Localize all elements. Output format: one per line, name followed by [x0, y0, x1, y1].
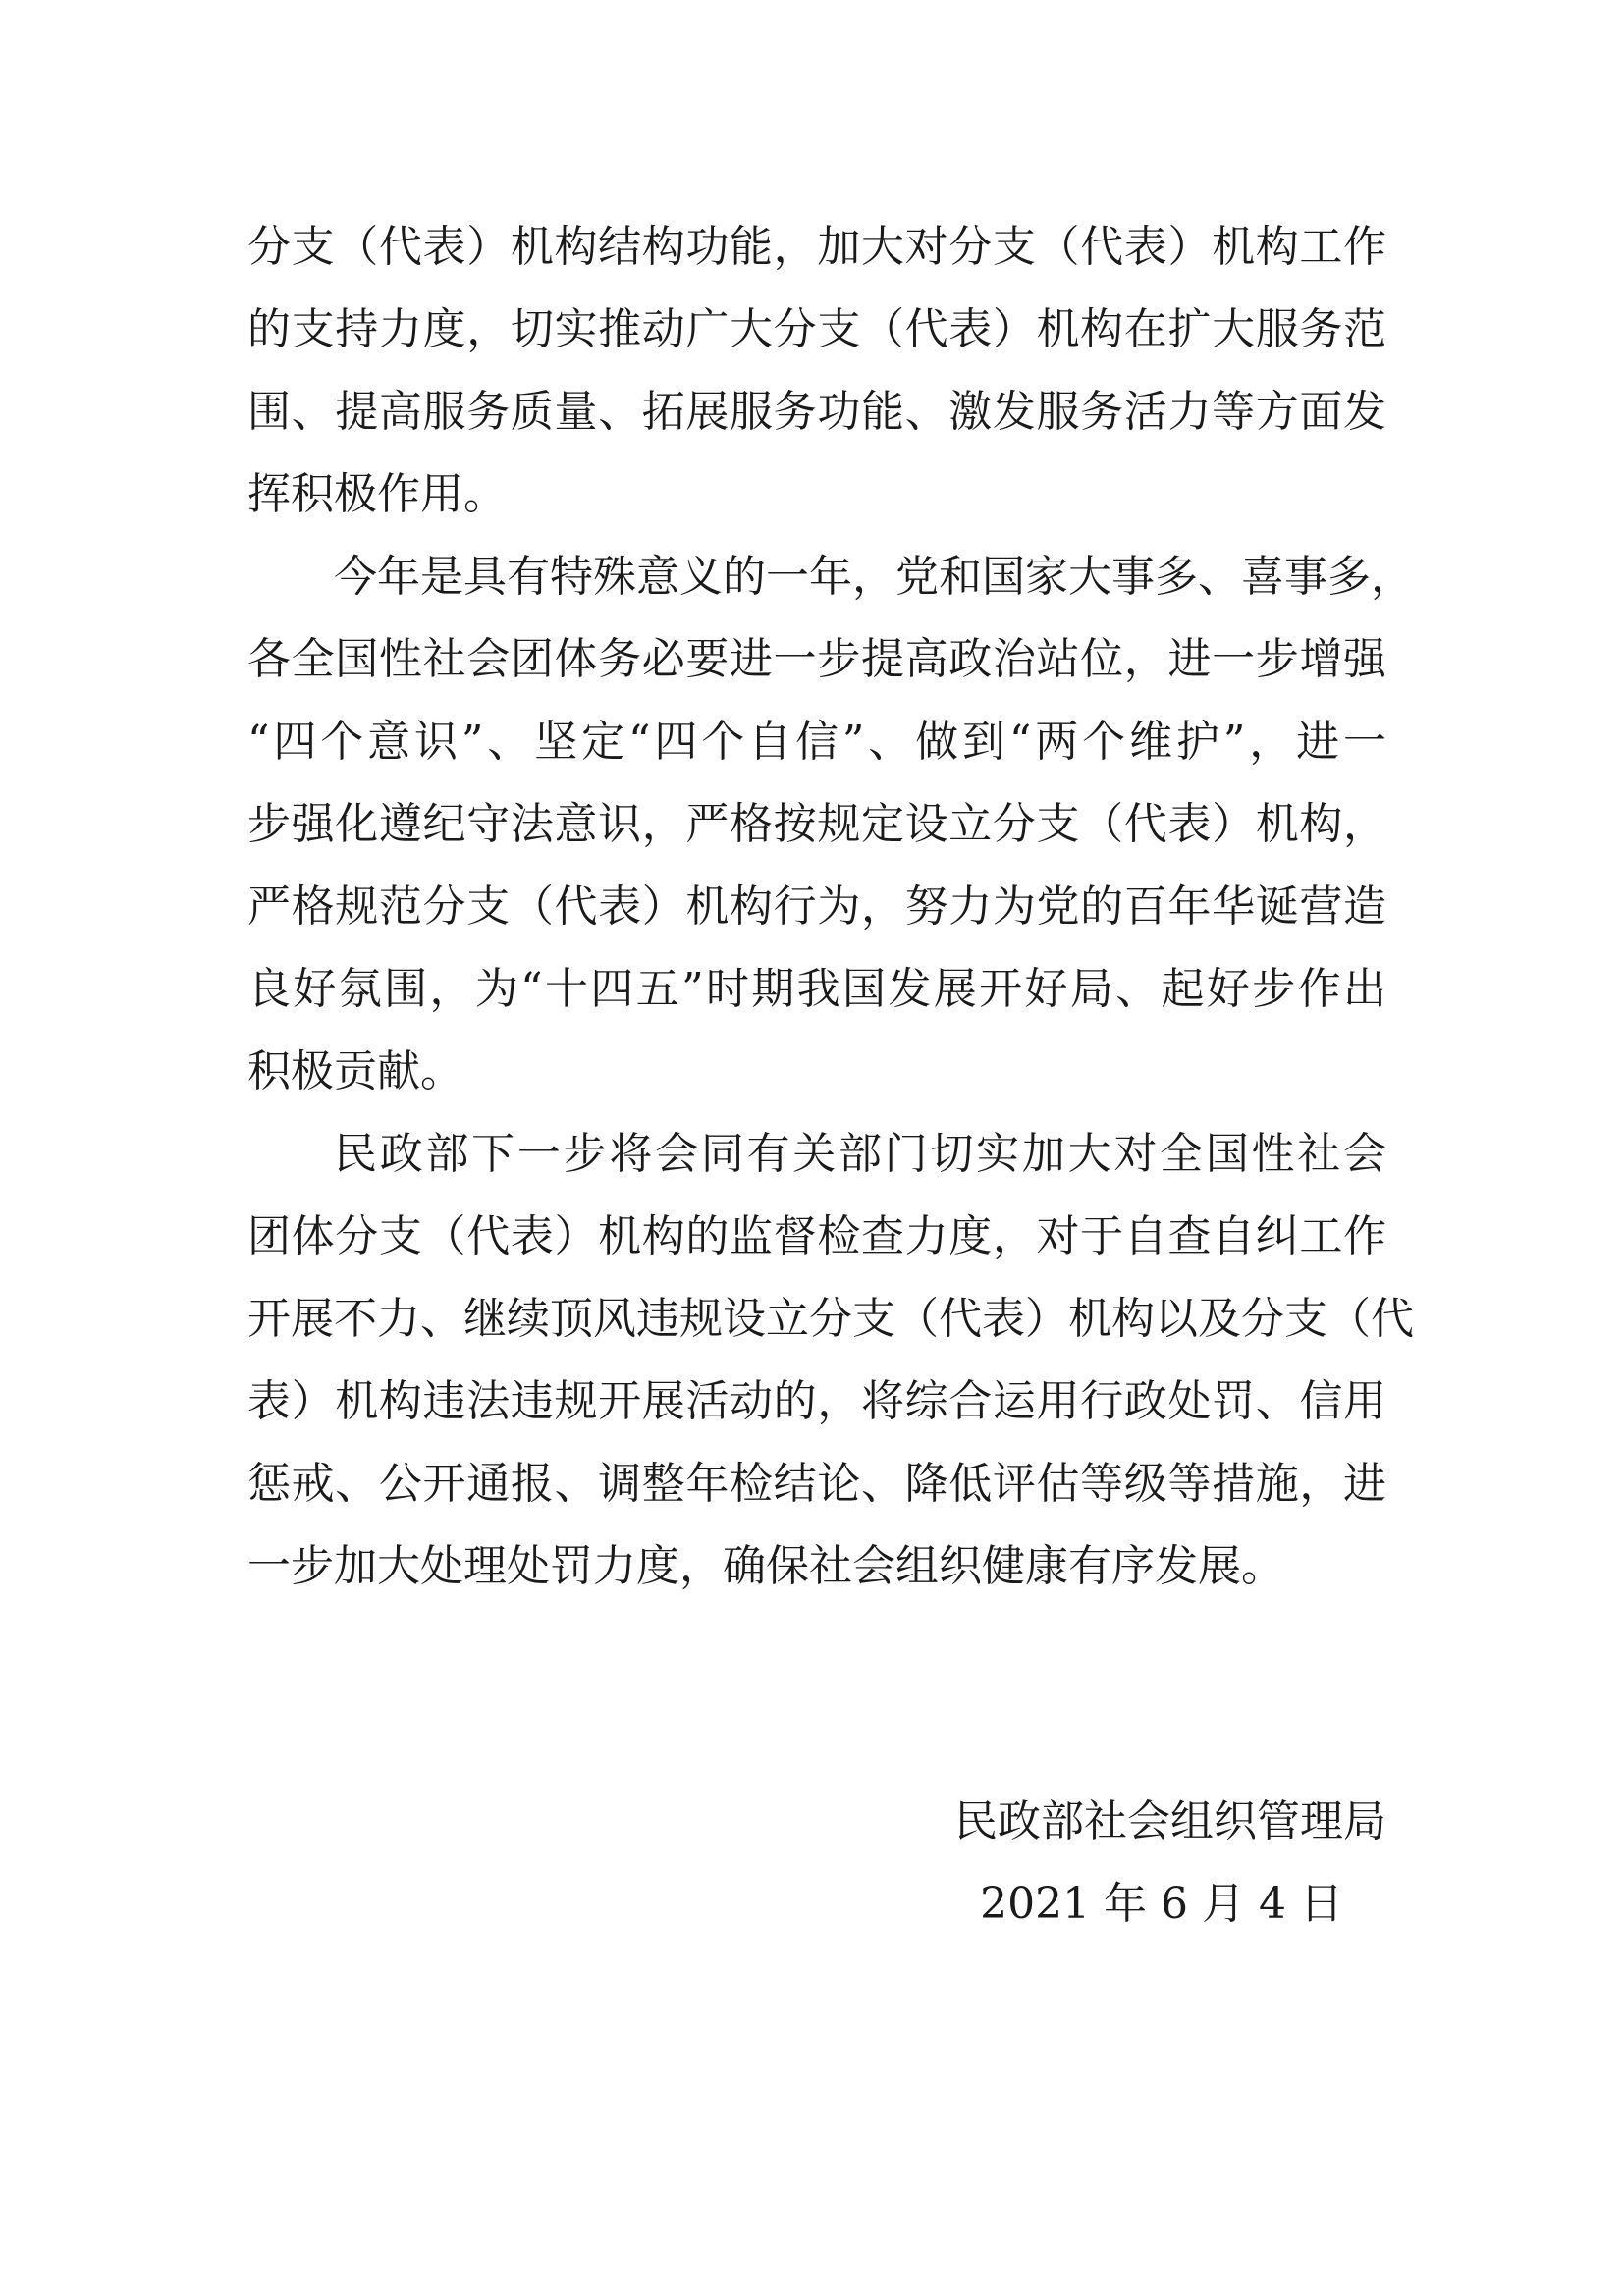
- paragraph-2-line-6: 良好氛围，为“十四五”时期我国发展开好局、起好步作出: [247, 964, 1386, 1014]
- paragraph-1-line-4: 挥积极作用。: [247, 469, 507, 519]
- paragraph-2-line-7: 积极贡献。: [247, 1046, 463, 1096]
- paragraph-1-line-3: 围、提高服务质量、拓展服务功能、激发服务活力等方面发: [247, 387, 1386, 437]
- paragraph-1-line-1: 分支（代表）机构结构功能，加大对分支（代表）机构工作: [247, 222, 1386, 272]
- paragraph-3-line-6: 一步加大处理处罚力度，确保社会组织健康有序发展。: [247, 1541, 1284, 1591]
- paragraph-3-line-1: 民政部下一步将会同有关部门切实加大对全国性社会: [334, 1129, 1386, 1179]
- issuer-name: 民政部社会组织管理局: [954, 1796, 1386, 1846]
- paragraph-3-line-5: 惩戒、公开通报、调整年检结论、降低评估等级等措施，进: [247, 1459, 1386, 1509]
- paragraph-2-line-5: 严格规范分支（代表）机构行为，努力为党的百年华诞营造: [247, 881, 1386, 932]
- paragraph-2-line-2: 各全国性社会团体务必要进一步提高政治站位，进一步增强: [247, 634, 1386, 684]
- paragraph-2-line-4: 步强化遵纪守法意识，严格按规定设立分支（代表）机构，: [247, 799, 1386, 849]
- paragraph-2-line-1: 今年是具有特殊意义的一年，党和国家大事多、喜事多，: [334, 552, 1414, 602]
- paragraph-2-line-3: “四个意识”、坚定“四个自信”、做到“两个维护”，进一: [247, 717, 1386, 767]
- paragraph-3-line-3: 开展不力、继续顶风违规设立分支（代表）机构以及分支（代: [247, 1294, 1414, 1344]
- paragraph-1-line-2: 的支持力度，切实推动广大分支（代表）机构在扩大服务范: [247, 304, 1386, 354]
- paragraph-3-line-2: 团体分支（代表）机构的监督检查力度，对于自查自纠工作: [247, 1211, 1386, 1261]
- issue-date: 2021 年 6 月 4 日: [980, 1879, 1343, 1929]
- paragraph-3-line-4: 表）机构违法违规开展活动的，将综合运用行政处罚、信用: [247, 1376, 1386, 1426]
